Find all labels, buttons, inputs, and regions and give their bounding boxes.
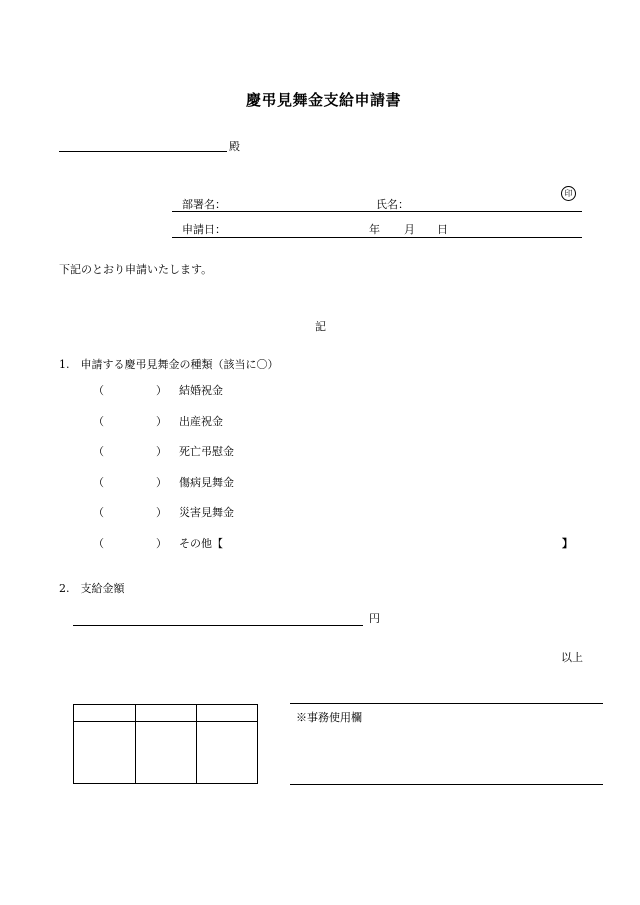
option-other-label: その他【 — [179, 537, 223, 550]
intro-text: 下記のとおり申請いたします。 — [59, 263, 213, 276]
paren-close: ） — [156, 506, 167, 519]
option-label: 傷病見舞金 — [179, 476, 234, 489]
section1-heading: 1. 申請する慶弔見舞金の種類（該当に〇） — [59, 358, 279, 371]
name-label: 氏名： — [376, 198, 409, 211]
year-label: 年 — [369, 223, 380, 236]
stamp-cell[interactable] — [74, 722, 136, 784]
paren-close: ） — [156, 384, 167, 397]
paren-close: ） — [156, 476, 167, 489]
stamp-header-cell — [197, 705, 258, 722]
option-label: 結婚祝金 — [179, 384, 223, 397]
page-title: 慶弔見舞金支給申請書 — [246, 91, 402, 109]
office-use-top-line — [290, 703, 603, 704]
option-label: 災害見舞金 — [179, 506, 234, 519]
seal-mark-icon: 印 — [561, 186, 576, 201]
paren-open: （ — [93, 415, 104, 428]
paren-open: （ — [93, 445, 104, 458]
stamp-cell[interactable] — [136, 722, 197, 784]
option-label: 出産祝金 — [179, 415, 223, 428]
date-label: 申請日： — [182, 223, 226, 236]
approval-stamp-table — [73, 704, 258, 784]
date-row-line[interactable] — [172, 237, 582, 238]
office-use-label: ※事務使用欄 — [296, 711, 362, 724]
department-label: 部署名： — [182, 198, 226, 211]
office-use-bottom-line — [290, 784, 603, 785]
stamp-header-cell — [74, 705, 136, 722]
ijou-text: 以上 — [561, 651, 583, 664]
paren-open: （ — [93, 384, 104, 397]
section2-heading: 2. 支給金額 — [59, 582, 125, 595]
ki-heading: 記 — [315, 320, 326, 333]
stamp-header-cell — [136, 705, 197, 722]
applicant-row-line[interactable] — [172, 211, 582, 212]
yen-label: 円 — [369, 612, 380, 625]
option-other-close: 】 — [562, 537, 573, 550]
paren-close: ） — [156, 415, 167, 428]
paren-open: （ — [93, 506, 104, 519]
paren-open: （ — [93, 537, 104, 550]
month-label: 月 — [404, 223, 415, 236]
option-label: 死亡弔慰金 — [179, 445, 234, 458]
addressee-suffix: 殿 — [229, 140, 240, 153]
addressee-field[interactable] — [59, 151, 227, 152]
day-label: 日 — [437, 223, 448, 236]
amount-field[interactable] — [73, 625, 363, 626]
paren-close: ） — [156, 445, 167, 458]
stamp-cell[interactable] — [197, 722, 258, 784]
paren-open: （ — [93, 476, 104, 489]
paren-close: ） — [156, 537, 167, 550]
